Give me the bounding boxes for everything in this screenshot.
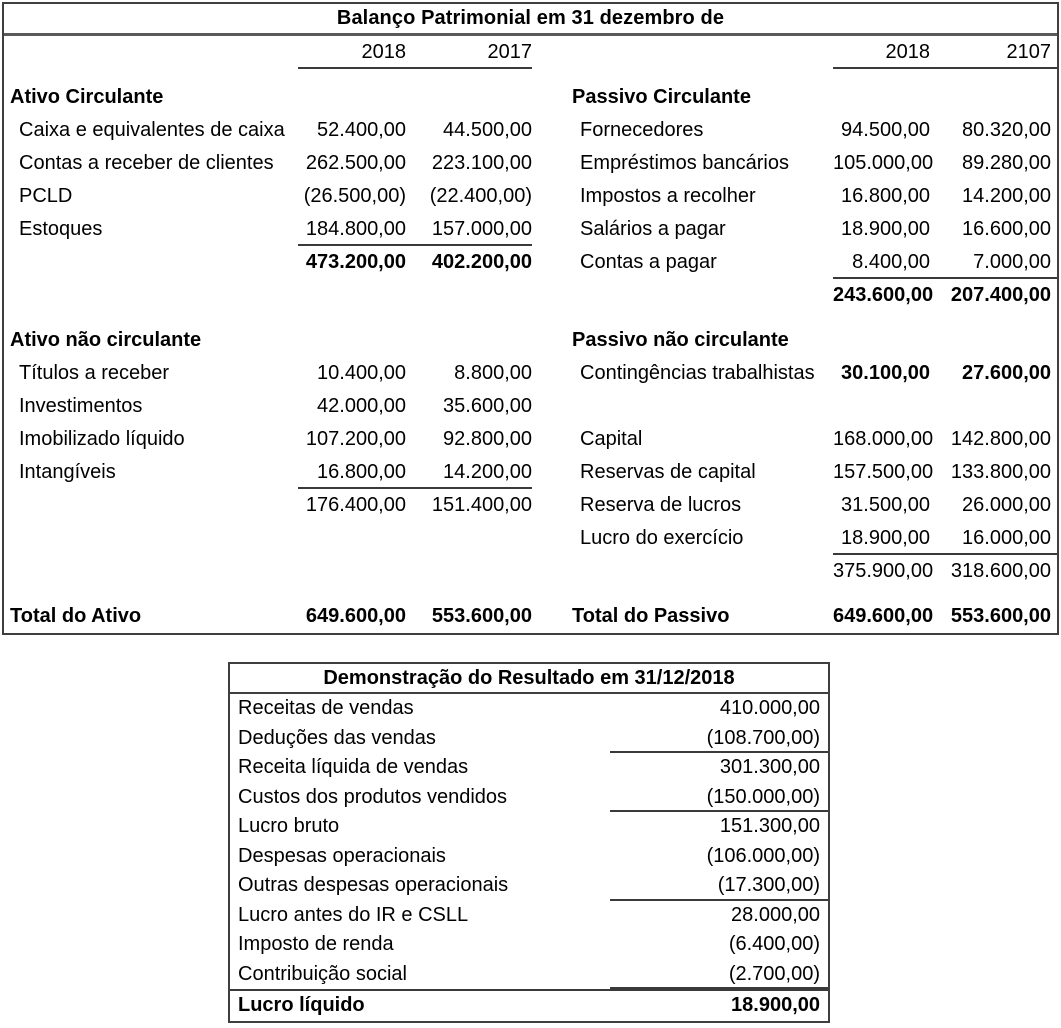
value-left-2017: [406, 522, 532, 555]
value-right-2018: 18.900,00: [841, 218, 930, 240]
account-label-right: Total do Passivo: [572, 605, 730, 627]
value-right-2107: 27.600,00: [962, 362, 1051, 384]
value-right-2018: 8.400,00: [833, 246, 930, 279]
account-label-left: Imobilizado líquido: [19, 428, 185, 450]
income-statement-row: [230, 783, 828, 813]
income-statement-row: [230, 871, 828, 901]
account-label-left: Ativo Circulante: [10, 86, 164, 108]
half-gap: [532, 81, 570, 114]
balance-sheet-row: [4, 522, 1057, 555]
balance-sheet-table: [2, 2, 1059, 635]
half-gap: [532, 324, 570, 357]
value-right-2107: 207.400,00: [950, 284, 1051, 306]
value-left-2018: 10.400,00: [317, 362, 406, 384]
value-right-2107: 26.000,00: [962, 494, 1051, 516]
balance-sheet-row: [4, 147, 1057, 180]
value-right-2018: [833, 324, 930, 357]
income-statement-body: [230, 694, 828, 1021]
income-account-value: (106.000,00): [706, 844, 820, 867]
account-label-left: Ativo não circulante: [10, 329, 202, 351]
value-right-2107: 14.200,00: [962, 185, 1051, 207]
account-label-right: [570, 555, 833, 588]
year-header-left-col2: 2017: [406, 36, 532, 69]
income-account-value: (6.400,00): [728, 933, 820, 955]
half-gap: [532, 357, 570, 390]
account-label-left: [4, 555, 298, 588]
account-label-right: Salários a pagar: [580, 218, 726, 240]
balance-sheet-row: [4, 423, 1057, 456]
half-gap: [532, 213, 570, 246]
balance-sheet-row: [4, 213, 1057, 246]
account-label-right: [570, 390, 833, 423]
account-label-right: Impostos a recolher: [580, 185, 756, 207]
account-label-right: Contas a pagar: [580, 251, 717, 273]
income-account-label: Despesas operacionais: [238, 844, 446, 867]
account-label-right: Passivo Circulante: [572, 86, 751, 108]
value-left-2017: [406, 324, 532, 357]
value-right-2107: 133.800,00: [950, 461, 1051, 483]
value-right-2107: [930, 81, 1057, 114]
balance-sheet-row: [4, 324, 1057, 357]
value-right-2107: 16.600,00: [962, 218, 1051, 240]
value-right-2018: 105.000,00: [833, 152, 934, 174]
income-statement-row: [230, 930, 828, 960]
value-right-2018: 18.900,00: [833, 522, 930, 555]
half-gap: [532, 522, 570, 555]
value-left-2018: 42.000,00: [317, 395, 406, 417]
balance-sheet-title: Balanço Patrimonial em 31 dezembro de: [4, 4, 1057, 36]
value-right-2107: [930, 390, 1057, 423]
value-left-2018: 473.200,00: [305, 251, 406, 273]
value-left-2017: 92.800,00: [443, 428, 532, 450]
account-label-right: [570, 279, 833, 312]
value-right-2018: 243.600,00: [833, 284, 934, 306]
account-label-left: Contas a receber de clientes: [19, 152, 274, 174]
income-account-value: (2.700,00): [610, 960, 828, 990]
value-left-2018: 52.400,00: [317, 119, 406, 141]
half-gap: [532, 390, 570, 423]
income-account-label: Custos dos produtos vendidos: [238, 785, 508, 808]
value-right-2018: [833, 81, 930, 114]
income-account-value: (150.000,00): [610, 783, 828, 813]
balance-sheet-row: [4, 600, 1057, 633]
income-statement-row: [230, 989, 828, 1021]
half-gap: [532, 180, 570, 213]
value-left-2017: 402.200,00: [431, 251, 532, 273]
income-account-label: Outras despesas operacionais: [238, 874, 509, 896]
value-left-2017: [406, 555, 532, 588]
value-left-2017: 553.600,00: [431, 605, 532, 627]
balance-sheet-row: [4, 246, 1057, 279]
income-account-value: (108.700,00): [610, 724, 828, 754]
account-label-right: Empréstimos bancários: [580, 152, 789, 174]
balance-sheet-row: [4, 279, 1057, 312]
income-account-label: Receita líquida de vendas: [238, 756, 469, 778]
value-right-2018: 30.100,00: [841, 362, 930, 384]
value-right-2107: 16.000,00: [930, 522, 1057, 555]
value-left-2018: [298, 279, 406, 312]
income-statement-row: [230, 753, 828, 783]
value-right-2018: 31.500,00: [841, 494, 930, 516]
value-right-2018: 649.600,00: [833, 605, 934, 627]
year-header-right-spacer: [570, 36, 833, 69]
value-left-2017: [406, 279, 532, 312]
value-left-2018: 16.800,00: [298, 456, 406, 489]
value-left-2017: 14.200,00: [406, 456, 532, 489]
income-statement-row: [230, 724, 828, 754]
value-left-2018: [298, 522, 406, 555]
balance-sheet-row: [4, 357, 1057, 390]
account-label-right: Reservas de capital: [580, 461, 756, 483]
account-label-left: Investimentos: [19, 395, 143, 417]
value-left-2017: 157.000,00: [406, 213, 532, 246]
account-label-right: Reserva de lucros: [580, 494, 742, 516]
value-left-2018: 649.600,00: [305, 605, 406, 627]
income-statement-table: [228, 662, 830, 1023]
year-header-left-col1: 2018: [298, 36, 406, 69]
value-right-2107: 318.600,00: [950, 560, 1051, 582]
balance-sheet-year-header-row: [4, 36, 1057, 69]
income-account-value: 28.000,00: [731, 903, 820, 926]
account-label-left: [4, 279, 298, 312]
account-label-left: PCLD: [19, 185, 73, 207]
income-account-label: Lucro bruto: [238, 815, 340, 837]
value-left-2018: 262.500,00: [305, 152, 406, 174]
income-statement-row: [230, 694, 828, 724]
income-account-label: Receitas de vendas: [238, 697, 414, 719]
balance-sheet-row: [4, 555, 1057, 588]
half-gap: [532, 489, 570, 522]
value-left-2017: 151.400,00: [431, 494, 532, 516]
value-right-2107: 553.600,00: [950, 605, 1051, 627]
value-left-2017: 44.500,00: [443, 119, 532, 141]
half-gap: [532, 555, 570, 588]
blank-row: [4, 588, 1057, 600]
account-label-left: Intangíveis: [19, 461, 116, 483]
account-label-right: Contingências trabalhistas: [580, 362, 815, 384]
value-right-2018: 168.000,00: [833, 428, 934, 450]
balance-sheet-body: [4, 69, 1057, 633]
value-right-2018: [833, 390, 930, 423]
income-account-value: 151.300,00: [719, 815, 820, 837]
blank-row: [4, 69, 1057, 81]
balance-sheet-row: [4, 114, 1057, 147]
income-account-value: (17.300,00): [610, 871, 828, 901]
value-left-2017: 8.800,00: [454, 362, 532, 384]
value-left-2017: 223.100,00: [431, 152, 532, 174]
balance-sheet-row: [4, 180, 1057, 213]
income-account-value: 18.900,00: [731, 994, 820, 1016]
account-label-left: Títulos a receber: [19, 362, 170, 384]
value-right-2018: 157.500,00: [833, 461, 934, 483]
half-gap: [532, 147, 570, 180]
year-header-right-col2: 2107: [930, 36, 1057, 69]
value-right-2018: 375.900,00: [833, 560, 934, 582]
value-left-2018: 184.800,00: [298, 213, 406, 246]
value-left-2018: [298, 324, 406, 357]
account-label-left: [4, 522, 298, 555]
account-label-right: Fornecedores: [580, 119, 704, 141]
half-gap: [532, 423, 570, 456]
account-label-right: Capital: [580, 428, 643, 450]
half-gap: [532, 246, 570, 279]
account-label-left: [4, 489, 298, 522]
value-right-2107: 89.280,00: [962, 152, 1051, 174]
income-statement-row: [230, 901, 828, 931]
value-right-2107: 80.320,00: [962, 119, 1051, 141]
income-account-value: 301.300,00: [719, 756, 820, 778]
blank-row: [4, 312, 1057, 324]
half-gap: [532, 114, 570, 147]
income-statement-row: [230, 812, 828, 842]
income-statement-title: Demonstração do Resultado em 31/12/2018: [230, 664, 828, 694]
balance-sheet-row: [4, 456, 1057, 489]
income-account-label: Imposto de renda: [238, 933, 394, 955]
balance-sheet-row: [4, 81, 1057, 114]
value-left-2018: 176.400,00: [305, 494, 406, 516]
value-left-2018: [298, 81, 406, 114]
income-account-label: Contribuição social: [238, 962, 407, 985]
value-right-2018: 16.800,00: [841, 185, 930, 207]
value-left-2017: (22.400,00): [429, 185, 532, 207]
value-left-2017: [406, 81, 532, 114]
value-right-2018: 94.500,00: [841, 119, 930, 141]
balance-sheet-row: [4, 390, 1057, 423]
value-left-2017: 35.600,00: [443, 395, 532, 417]
half-gap: [532, 279, 570, 312]
account-label-right: Passivo não circulante: [572, 329, 789, 351]
account-label-left: Total do Ativo: [10, 605, 142, 627]
income-account-value: 410.000,00: [719, 697, 820, 719]
income-account-label: Deduções das vendas: [238, 726, 436, 749]
year-header-left-spacer: [4, 36, 298, 69]
account-label-left: [4, 246, 298, 279]
balance-sheet-row: [4, 489, 1057, 522]
income-statement-row: [230, 960, 828, 990]
value-left-2018: (26.500,00): [303, 185, 406, 207]
value-right-2107: 7.000,00: [930, 246, 1057, 279]
income-account-label: Lucro líquido: [238, 994, 365, 1016]
income-statement-row: [230, 842, 828, 872]
account-label-left: Estoques: [19, 218, 103, 240]
account-label-right: Lucro do exercício: [580, 527, 744, 549]
year-header-right-col1: 2018: [833, 36, 930, 69]
account-label-left: Caixa e equivalentes de caixa: [19, 119, 285, 141]
value-right-2107: [930, 324, 1057, 357]
value-left-2018: 107.200,00: [305, 428, 406, 450]
income-account-label: Lucro antes do IR e CSLL: [238, 903, 469, 926]
half-gap: [532, 36, 570, 69]
value-left-2018: [298, 555, 406, 588]
half-gap: [532, 456, 570, 489]
half-gap: [532, 600, 570, 633]
value-right-2107: 142.800,00: [950, 428, 1051, 450]
